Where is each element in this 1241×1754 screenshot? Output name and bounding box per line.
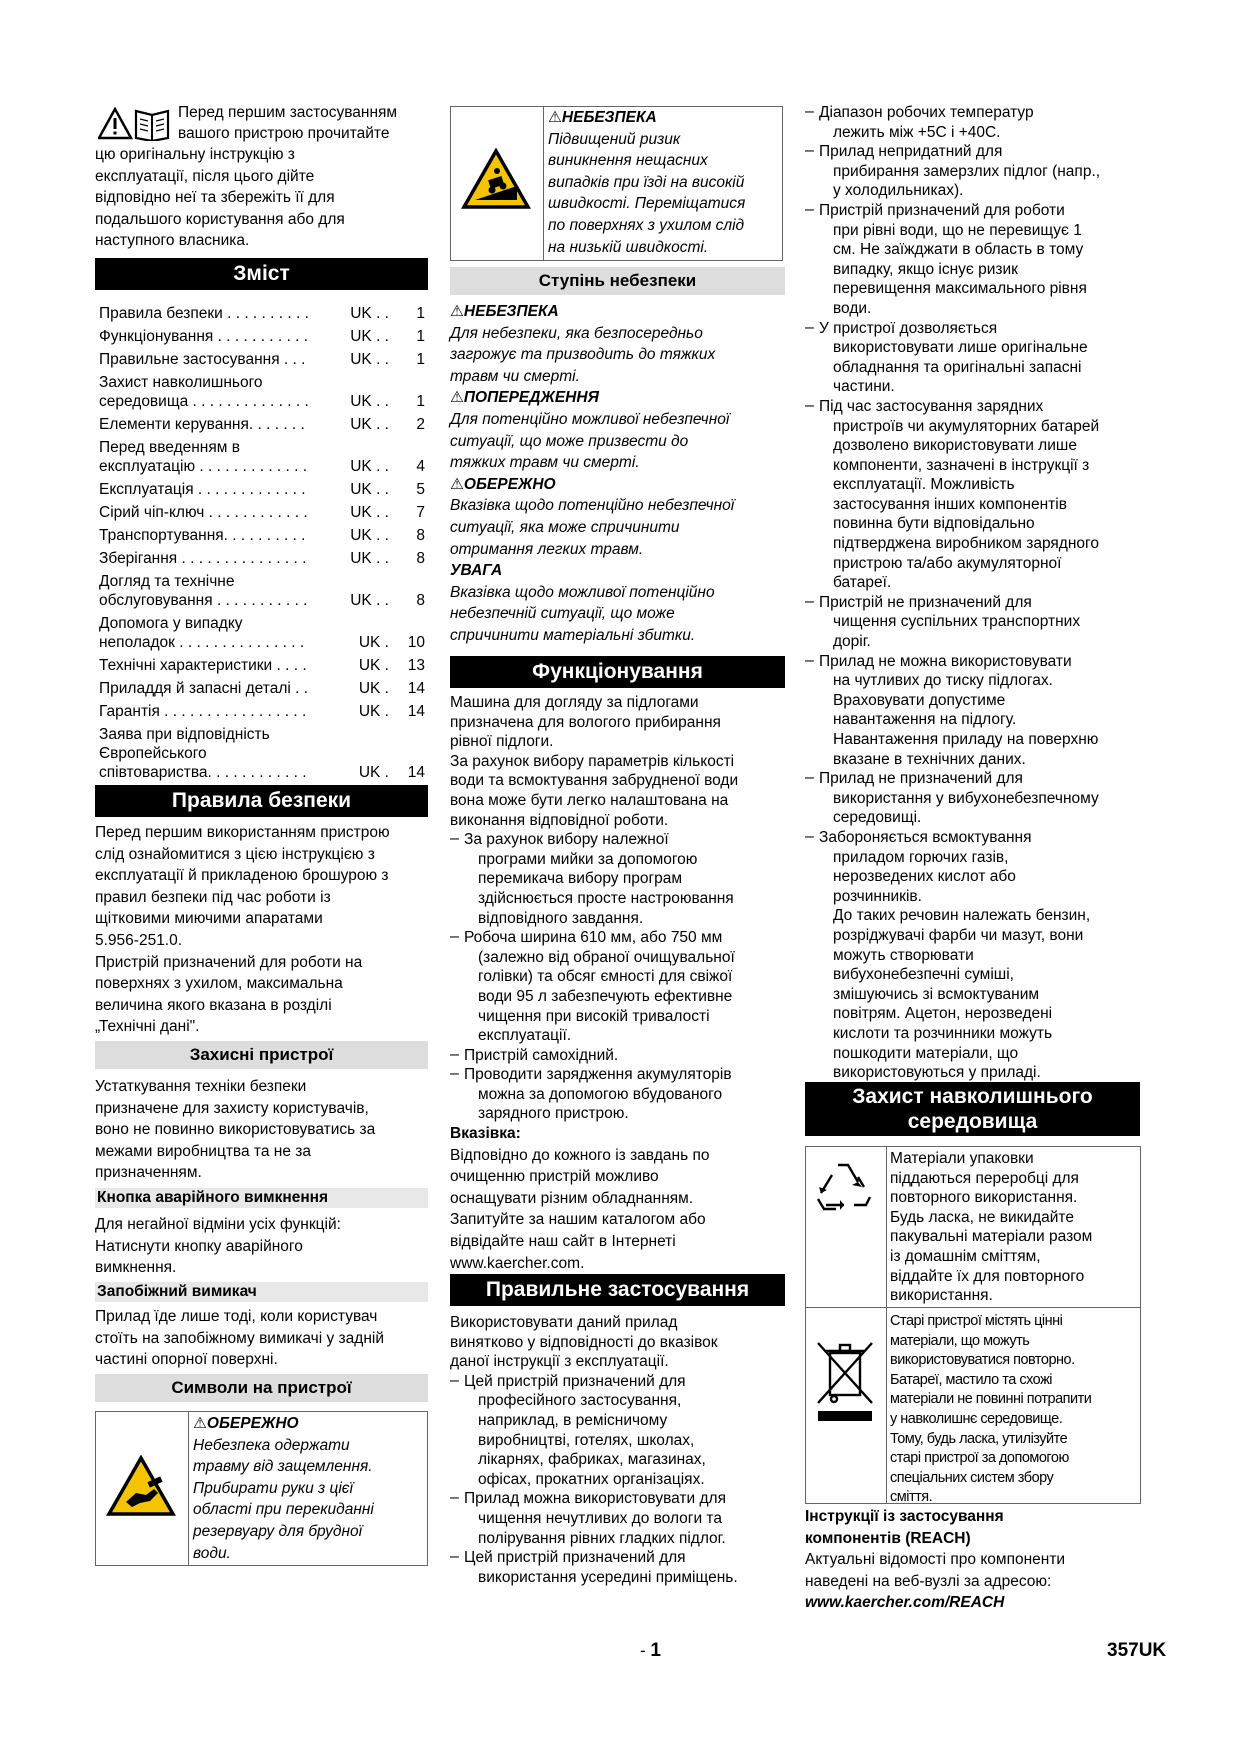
reach-section: Інструкції із застосування компонентів (REACH) Актуальні відомості про компоненти наведені на веб-вузлі за адресою: www.kaercher.com/REACH <box>805 1507 1150 1613</box>
toc-item[interactable]: Функціонування . . . . . . . . . . . UK . . 1 <box>99 328 425 345</box>
list-item: – Під час застосування зарядних пристроїв чи акумуляторних батарей дозволено використовувати лише компоненти, зазначені в інструкції з експлуатації. Можливість застосування інших компонентів повинна бути відповідально підтверджена виробником зарядного пристрою та/або акумуляторної батареї. <box>805 396 1100 592</box>
list-item: – Пристрій самохідний. <box>450 1045 619 1064</box>
list-item: – Проводити зарядження акумуляторів можна за допомогою вбудованого зарядного пристрою. <box>450 1065 732 1123</box>
toc-item[interactable]: Догляд та технічне обслуговування . . . . . . . . . . . UK . . 8 <box>99 573 425 609</box>
pinch-hazard-icon <box>106 1455 176 1517</box>
toc-item[interactable]: Транспортування. . . . . . . . . . UK . . 8 <box>99 527 425 544</box>
list-item: – Прилад не призначений для використання у вибухонебезпечному середовищі. <box>805 769 1099 827</box>
toc-item[interactable]: Заява при відповідність Європейського співтовариства. . . . . . . . . . . . UK . 14 <box>99 726 425 781</box>
danger-box-text: ⚠НЕБЕЗПЕКА Підвищений ризик виникнення нещасних випадків при їзді на високій швидкості. Переміщатися по поверхнях з ухилом слід на низькій швидкості. <box>548 109 746 256</box>
toc-item[interactable]: Приладдя й запасні деталі . . UK . 14 <box>99 680 425 697</box>
toc-item[interactable]: Гарантія . . . . . . . . . . . . . . . . . UK . 14 <box>99 703 425 720</box>
danger-levels: ⚠НЕБЕЗПЕКА Для небезпеки, яка безпосередньо загрожує та призводить до тяжких травм чи смерті. ⚠ПОПЕРЕДЖЕННЯ Для потенційно можливої небезпечної ситуації, що може призвести до тяжких травм чи смерті. ⚠ОБЕРЕЖНО Вказівка щодо потенційно небезпечної ситуації, яка може спричинити отримання легких травм. УВАГА Вказівка щодо можливої потенційно небезпечній ситуації, що може спричинити матеріальні збитки. <box>450 303 735 644</box>
usage-text: Використовувати даний прилад винятково у відповідності до вказівок даної інструкції з експлуатації. – Цей пристрій призначений для професійного застосування, наприклад, в ремісничому виробництві, готелях, школах, лікарнях, фабриках, магазинах, офісах, прокатних організаціях. – Прилад можна використовувати для чищення нечутливих до вологи та полірування рівних гладких підлог. – Цей пристрій призначений для використання усередині приміщень. <box>450 1313 790 1587</box>
emergency-stop-text: Для негайної відміни усіх функцій: Натиснути кнопку аварійного вимкнення. <box>95 1216 341 1277</box>
toc-item[interactable]: Елементи керування. . . . . . . UK . . 2 <box>99 416 425 433</box>
recycle-text: Матеріали упаковки піддаються переробці для повторного використання. Будь ласка, не викидайте пакувальні матеріали разом із домашнім сміттям, віддайте їх для повторного використання. <box>890 1150 1093 1305</box>
danger-box <box>450 106 783 261</box>
warning-triangle-icon: ⚠ <box>193 1415 207 1432</box>
page-number: - 1 <box>640 1640 661 1661</box>
section-title-function: Функціонування <box>450 656 785 688</box>
list-item: – Прилад можна використовувати для чищення нечутливих до вологи та полірування рівних гладких підлог. <box>450 1489 726 1547</box>
list-item: – Діапазон робочих температур лежить між +5С і +40С. <box>805 103 1034 141</box>
toc-item[interactable]: Перед введенням в експлуатацію . . . . . . . . . . . . . UK . . 4 <box>99 439 425 475</box>
toc-item[interactable]: Зберігання . . . . . . . . . . . . . . . UK . . 8 <box>99 550 425 567</box>
list-item: – Пристрій не призначений для чищення суспільних транспортних доріг. <box>805 592 1081 651</box>
symbol-box <box>95 1411 428 1566</box>
page-code: 357UK <box>1107 1640 1167 1661</box>
intro-line-2: вашого пристрою прочитайте <box>178 125 390 142</box>
warning-book-icon <box>98 107 170 141</box>
recycle-icon <box>812 1157 878 1219</box>
warning-triangle-icon: ⚠ <box>450 475 464 493</box>
toc-item[interactable]: Захист навколишнього середовища . . . . . . . . . . . . . . UK . . 1 <box>99 374 425 410</box>
function-text: Машина для догляду за підлогами призначена для вологого прибирання рівної підлоги. За рахунок вибору параметрів кількості води та всмоктування забрудненої води вона може бути легко налаштована на виконання відповідної роботи. – За рахунок вибору належної програми мийки за допомогою перемикача вибору програм здійснюється просте настроювання відповідного завдання. – Робоча ширина 610 мм, або 750 мм (залежно від обраної очищувальної голівки) та обсяг ємності для свіжої води 95 л забезпечують ефективне чищення при високій тривалості експлуатації. – Пристрій самохідний. – Проводити зарядження акумуляторів можна за допомогою вбудованого зарядного пристрою. Вказівка: Відповідно до кожного із завдань по очищенню пристрій можливо оснащувати різним обладнанням. Запитуйте за нашим каталогом або відвідайте наш сайт в Інтернеті www.kaercher.com. <box>450 693 790 1273</box>
list-item: – Цей пристрій призначений для використання усередині приміщень. <box>450 1548 738 1586</box>
toc-item[interactable]: Правильне застосування . . . UK . . 1 <box>99 351 425 368</box>
reach-link[interactable]: www.kaercher.com/REACH <box>805 1594 1005 1612</box>
subsection-title-protection: Захисні пристрої <box>95 1041 428 1069</box>
intro-icons <box>98 107 170 141</box>
safety-switch-text: Прилад їде лише тоді, коли користувач стоїть на запобіжному вимикачі у задній частині опорної поверхні. <box>95 1308 384 1369</box>
subsection-title-symbols: Символи на пристрої <box>95 1374 428 1402</box>
section-title-usage: Правильне застосування <box>450 1274 785 1306</box>
toc-item[interactable]: Правила безпеки . . . . . . . . . . UK . . 1 <box>99 305 425 322</box>
subsection-title-emergency-stop: Кнопка аварійного вимкнення <box>95 1188 428 1208</box>
warning-triangle-icon: ⚠ <box>450 389 464 407</box>
toc-item[interactable]: Технічні характеристики . . . . UK . 13 <box>99 657 425 674</box>
section-title-safety: Правила безпеки <box>95 785 428 817</box>
list-item: – Цей пристрій призначений для професійного застосування, наприклад, в ремісничому виробництві, готелях, школах, лікарнях, фабриках, магазинах, офісах, прокатних організаціях. <box>450 1371 706 1488</box>
slope-hazard-icon <box>461 148 531 210</box>
intro-line-1: Перед першим застосуванням <box>178 104 398 121</box>
subsection-title-safety-switch: Запобіжний вимикач <box>95 1282 428 1302</box>
safety-text: Перед першим використанням пристрою слід ознайомитися з цією інструкцією з експлуатації й прикладеною брошурою з правил безпеки під час роботи із щітковими миючими апаратами 5.956-251.0. Пристрій призначений для роботи на поверхнях з ухилом, максимальна величина якого вказана в розділі „Технічні дані". <box>95 824 390 1036</box>
weee-text: Старі пристрої містять цінні матеріали, що можуть використовуватися повторно. Батареї, мастило та схожі матеріали не повинні потрапити у навколишнє середовище. Тому, будь ласка, утилізуйте старі пристрої за допомогою спеціальних систем збору сміття. <box>890 1313 1092 1506</box>
toc-item[interactable]: Експлуатація . . . . . . . . . . . . . UK . . 5 <box>99 481 425 498</box>
protection-text: Устаткування техніки безпеки призначене для захисту користувачів, воно не повинно використовуватись за межами виробництва та не за призначенням. <box>95 1078 376 1182</box>
list-item: – За рахунок вибору належної програми мийки за допомогою перемикача вибору програм здійснюється просте настроювання відповідного завдання. <box>450 830 734 927</box>
list-item: – Прилад непридатний для прибирання замерзлих підлог (напр., у холодильниках). <box>805 142 1101 200</box>
warning-triangle-icon: ⚠ <box>548 109 562 126</box>
subsection-title-danger-levels: Ступінь небезпеки <box>450 267 785 295</box>
environment-box <box>805 1146 1141 1504</box>
toc-title: Зміст <box>95 258 428 290</box>
warning-triangle-icon: ⚠ <box>450 303 464 320</box>
toc-item[interactable]: Допомога у випадку неполадок . . . . . . . . . . . . . . . UK . 10 <box>99 615 425 651</box>
list-item: – Робоча ширина 610 мм, або 750 мм (залежно від обраної очищувальної голівки) та обсяг ємності для свіжої води 95 л забезпечують ефективне чищення при високій тривалості експлуатації. <box>450 928 735 1045</box>
intro-text: цю оригінальну інструкцію з експлуатації, після цього дійте відповідно неї та збережіть її для подальшого користування або для наступного власника. <box>95 146 345 250</box>
usage-text-continued <box>805 103 1150 1083</box>
list-item: – Забороняється всмоктування приладом горючих газів, нерозведених кислот або розчинників. До таких речовин належать бензин, розріджувачі фарби чи мазут, вони можуть створювати вибухонебезпечні суміші, змішуючись зі всмоктуваним повітрям. Ацетон, нерозведені кислоти та розчинники можуть пошкодити матеріали, що використовуються у приладі. <box>805 827 1091 1082</box>
crossed-bin-icon <box>814 1337 876 1423</box>
list-item: – У пристрої дозволяється використовувати лише оригінальне обладнання та оригінальні запасні частини. <box>805 318 1088 396</box>
symbol-text: ⚠ОБЕРЕЖНО Небезпека одержати травму від защемлення. Прибирати руки з цієї області при перекиданні резервуару для брудної води. <box>193 1415 374 1562</box>
list-item: – Пристрій призначений для роботи при рівні води, що не перевищує 1 см. Не заїжджати в область в тому випадку, якщо існує ризик перевищення максимального рівня води. <box>805 200 1087 317</box>
section-title-environment: Захист навколишнього середовища <box>805 1082 1140 1136</box>
toc-item[interactable]: Сірий чіп-ключ . . . . . . . . . . . . UK . . 7 <box>99 504 425 521</box>
list-item: – Прилад не можна використовувати на чутливих до тиску підлогах. Враховувати допустиме навантаження на підлогу. Навантаження приладу на поверхню вказане в технічних даних. <box>805 651 1099 768</box>
